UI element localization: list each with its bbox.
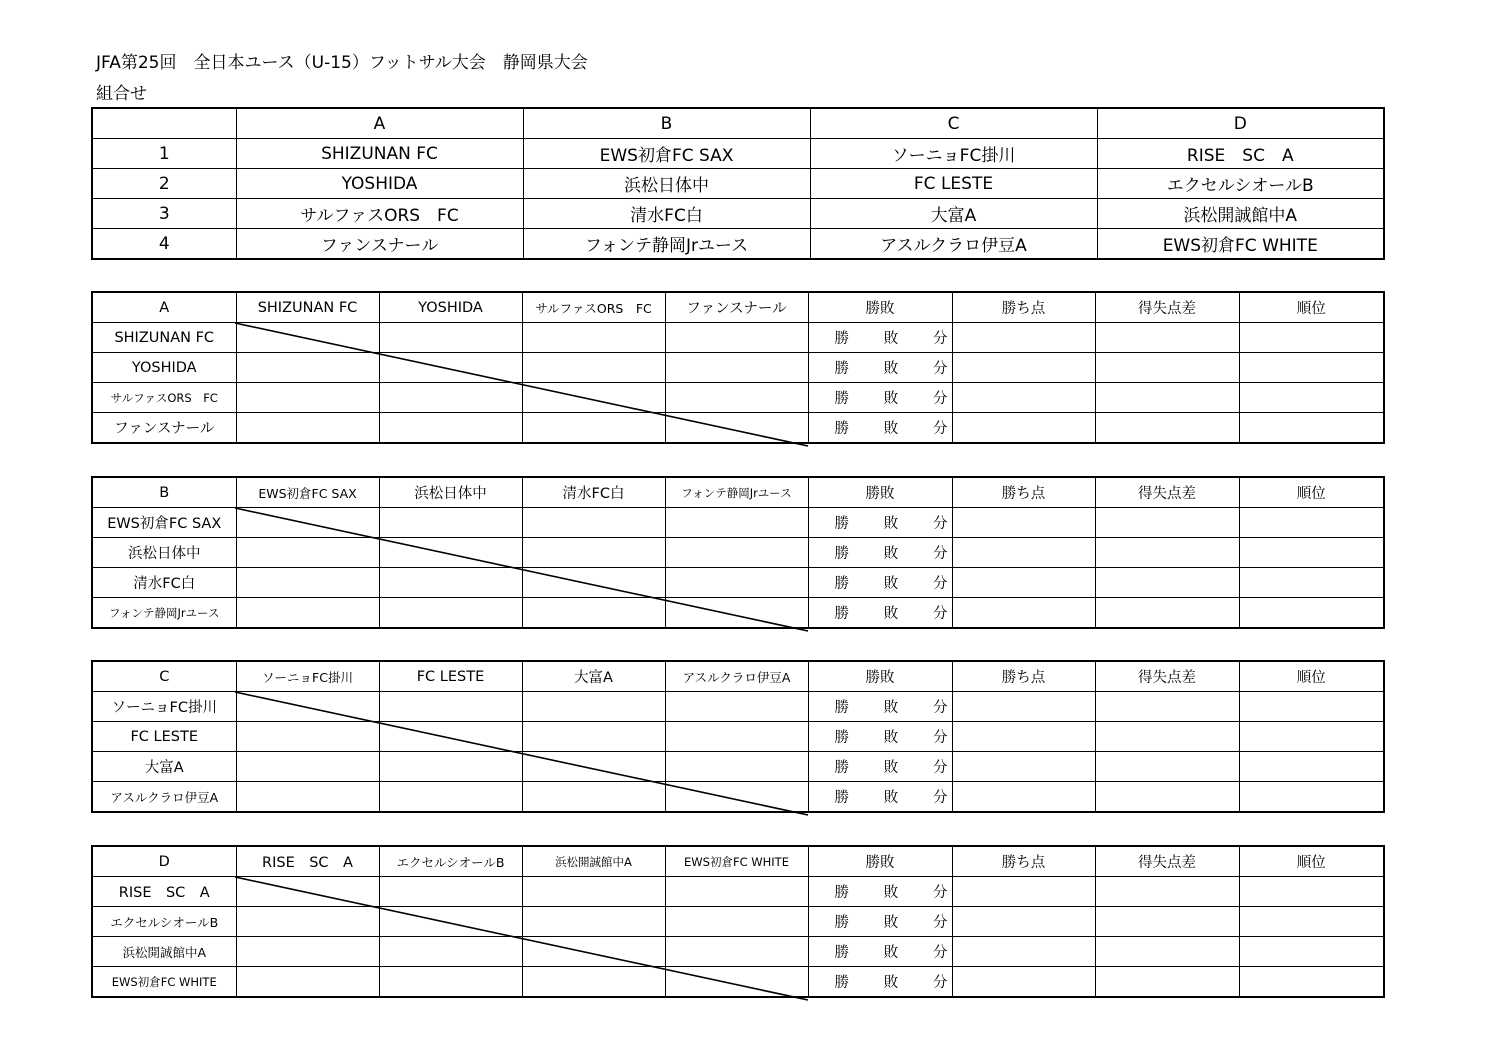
match-result-cell [665,907,808,937]
loss-label: 敗 [883,730,899,746]
match-result-cell [236,752,379,782]
record-cell [808,508,952,538]
draw-label: 分 [933,516,948,532]
opponent-header: ソーニョFC掛川 [236,661,379,692]
team-name-cell: EWS初倉FC SAX [92,508,236,538]
draw-label: 分 [933,945,948,961]
match-result-cell [236,937,379,967]
self-match-cell [379,722,522,752]
points-cell [952,692,1095,722]
points-cell [952,722,1095,752]
points-cell [952,353,1095,383]
goal-diff-cell [1095,907,1239,937]
rank-cell [1239,323,1384,353]
self-match-cell [522,937,665,967]
win-label: 勝 [834,576,849,592]
group-team-row [92,752,1384,782]
self-match-cell [379,538,522,568]
record-cell [808,692,952,722]
match-result-cell [379,937,522,967]
opponent-header: FC LESTE [379,661,522,692]
match-result-cell [665,353,808,383]
rank-cell [1239,353,1384,383]
match-result-cell [379,967,522,998]
group-team-row [92,413,1384,444]
win-label: 勝 [834,331,849,347]
points-cell [952,323,1095,353]
points-cell [952,907,1095,937]
match-result-cell [236,598,379,629]
self-match-cell [665,782,808,813]
team-name-cell: アスルクラロ伊豆A [92,782,236,813]
group-league-table [91,476,1385,629]
group-team-row [92,598,1384,629]
rank-cell [1239,752,1384,782]
match-result-cell [522,508,665,538]
match-result-cell [236,907,379,937]
group-team-row [92,937,1384,967]
win-label: 勝 [834,361,849,377]
match-result-cell [522,782,665,813]
points-cell [952,508,1095,538]
overview-group-header: C [810,108,1097,139]
rank-header: 順位 [1239,846,1384,877]
team-name-cell: 大富A [92,752,236,782]
goal-diff-cell [1095,383,1239,413]
self-match-cell [522,568,665,598]
record-cell [808,937,952,967]
opponent-header: 大富A [522,661,665,692]
rank-cell [1239,692,1384,722]
group-team-row [92,967,1384,998]
win-label: 勝 [834,975,849,991]
match-result-cell [522,692,665,722]
opponent-header: EWS初倉FC SAX [236,477,379,508]
goal-diff-cell [1095,353,1239,383]
goal-diff-header: 得失点差 [1095,477,1239,508]
draw-label: 分 [933,790,948,806]
match-result-cell [665,383,808,413]
opponent-header: ファンスナール [665,292,808,323]
match-result-cell [379,508,522,538]
draw-overview-table [91,107,1385,260]
match-result-cell [522,353,665,383]
rank-cell [1239,538,1384,568]
group-team-row [92,692,1384,722]
overview-team-cell: YOSHIDA [236,169,523,199]
win-label: 勝 [834,790,849,806]
loss-label: 敗 [883,945,899,961]
overview-team-cell: 浜松日体中 [523,169,810,199]
record-cell [808,967,952,998]
self-match-cell [236,508,379,538]
match-result-cell [236,383,379,413]
rank-cell [1239,598,1384,629]
group-league-table [91,660,1385,813]
match-result-cell [665,538,808,568]
goal-diff-cell [1095,568,1239,598]
overview-team-cell: 大富A [810,199,1097,229]
overview-seed-number: 2 [92,169,236,199]
points-cell [952,967,1095,998]
overview-row [92,169,1384,199]
rank-header: 順位 [1239,292,1384,323]
self-match-cell [665,967,808,998]
match-result-cell [522,907,665,937]
points-cell [952,877,1095,907]
overview-team-cell: EWS初倉FC WHITE [1097,229,1384,260]
loss-label: 敗 [883,790,899,806]
points-cell [952,937,1095,967]
overview-team-cell: フォンテ静岡Jrユース [523,229,810,260]
match-result-cell [379,383,522,413]
group-team-row [92,782,1384,813]
loss-label: 敗 [883,760,899,776]
loss-label: 敗 [883,421,899,437]
self-match-cell [665,413,808,444]
loss-label: 敗 [883,915,899,931]
loss-label: 敗 [883,516,899,532]
draw-label: 分 [933,576,948,592]
match-result-cell [236,353,379,383]
points-header: 勝ち点 [952,661,1095,692]
opponent-header: YOSHIDA [379,292,522,323]
document-subtitle: 組合せ [96,84,147,104]
win-label: 勝 [834,516,849,532]
draw-label: 分 [933,331,948,347]
group-league-table [91,291,1385,444]
win-label: 勝 [834,421,849,437]
record-cell [808,383,952,413]
match-result-cell [379,598,522,629]
overview-team-cell: アスルクラロ伊豆A [810,229,1097,260]
loss-label: 敗 [883,331,899,347]
goal-diff-cell [1095,722,1239,752]
rank-cell [1239,383,1384,413]
opponent-header: EWS初倉FC WHITE [665,846,808,877]
match-result-cell [379,752,522,782]
points-cell [952,598,1095,629]
overview-row [92,139,1384,169]
loss-label: 敗 [883,576,899,592]
match-result-cell [522,967,665,998]
match-result-cell [236,722,379,752]
self-match-cell [236,323,379,353]
group-team-row [92,877,1384,907]
match-result-cell [236,538,379,568]
draw-label: 分 [933,760,948,776]
record-header: 勝敗 [808,846,952,877]
draw-label: 分 [933,885,948,901]
group-team-row [92,907,1384,937]
draw-label: 分 [933,915,948,931]
record-cell [808,907,952,937]
loss-label: 敗 [883,606,899,622]
opponent-header: 浜松日体中 [379,477,522,508]
match-result-cell [522,598,665,629]
opponent-header: 浜松開誠館中A [522,846,665,877]
goal-diff-cell [1095,692,1239,722]
loss-label: 敗 [883,391,899,407]
match-result-cell [665,692,808,722]
self-match-cell [236,877,379,907]
group-team-row [92,722,1384,752]
team-name-cell: YOSHIDA [92,353,236,383]
group-name: D [92,846,236,877]
rank-cell [1239,413,1384,444]
overview-team-cell: FC LESTE [810,169,1097,199]
draw-label: 分 [933,730,948,746]
overview-team-cell: RISE SC A [1097,139,1384,169]
win-label: 勝 [834,885,849,901]
match-result-cell [665,937,808,967]
loss-label: 敗 [883,361,899,377]
match-result-cell [665,752,808,782]
goal-diff-cell [1095,877,1239,907]
record-cell [808,752,952,782]
match-result-cell [236,568,379,598]
points-cell [952,752,1095,782]
group-name: C [92,661,236,692]
draw-label: 分 [933,700,948,716]
points-header: 勝ち点 [952,846,1095,877]
rank-header: 順位 [1239,477,1384,508]
goal-diff-cell [1095,967,1239,998]
win-label: 勝 [834,730,849,746]
team-name-cell: 浜松開誠館中A [92,937,236,967]
match-result-cell [379,782,522,813]
record-cell [808,877,952,907]
record-cell [808,413,952,444]
goal-diff-cell [1095,323,1239,353]
draw-label: 分 [933,546,948,562]
overview-team-cell: エクセルシオールB [1097,169,1384,199]
group-header-row [92,846,1384,877]
match-result-cell [379,413,522,444]
goal-diff-cell [1095,752,1239,782]
group-team-row [92,323,1384,353]
match-result-cell [665,323,808,353]
overview-header-row [92,108,1384,139]
team-name-cell: サルファスORS FC [92,383,236,413]
group-name: B [92,477,236,508]
loss-label: 敗 [883,885,899,901]
team-name-cell: RISE SC A [92,877,236,907]
group-league-table [91,845,1385,998]
match-result-cell [665,722,808,752]
self-match-cell [379,353,522,383]
record-header: 勝敗 [808,477,952,508]
document-title: JFA第25回 全日本ユース（U-15）フットサル大会 静岡県大会 [96,53,588,73]
group-name: A [92,292,236,323]
match-result-cell [379,323,522,353]
self-match-cell [522,752,665,782]
opponent-header: アスルクラロ伊豆A [665,661,808,692]
points-cell [952,383,1095,413]
match-result-cell [522,413,665,444]
overview-group-header: B [523,108,810,139]
overview-team-cell: SHIZUNAN FC [236,139,523,169]
match-result-cell [522,877,665,907]
goal-diff-cell [1095,937,1239,967]
opponent-header: サルファスORS FC [522,292,665,323]
group-header-row [92,661,1384,692]
win-label: 勝 [834,915,849,931]
team-name-cell: 浜松日体中 [92,538,236,568]
team-name-cell: FC LESTE [92,722,236,752]
goal-diff-cell [1095,538,1239,568]
overview-seed-number: 1 [92,139,236,169]
points-cell [952,568,1095,598]
overview-team-cell: ファンスナール [236,229,523,260]
opponent-header: SHIZUNAN FC [236,292,379,323]
match-result-cell [665,568,808,598]
opponent-header: フォンテ静岡Jrユース [665,477,808,508]
opponent-header: RISE SC A [236,846,379,877]
overview-seed-number: 4 [92,229,236,260]
group-team-row [92,383,1384,413]
loss-label: 敗 [883,975,899,991]
draw-label: 分 [933,361,948,377]
goal-diff-header: 得失点差 [1095,661,1239,692]
overview-team-cell: ソーニョFC掛川 [810,139,1097,169]
goal-diff-cell [1095,782,1239,813]
team-name-cell: ソーニョFC掛川 [92,692,236,722]
rank-cell [1239,937,1384,967]
rank-cell [1239,907,1384,937]
win-label: 勝 [834,700,849,716]
opponent-header: エクセルシオールB [379,846,522,877]
team-name-cell: EWS初倉FC WHITE [92,967,236,998]
match-result-cell [665,508,808,538]
goal-diff-cell [1095,413,1239,444]
match-result-cell [522,323,665,353]
self-match-cell [665,598,808,629]
overview-group-header: A [236,108,523,139]
rank-cell [1239,877,1384,907]
points-cell [952,538,1095,568]
record-cell [808,782,952,813]
team-name-cell: SHIZUNAN FC [92,323,236,353]
match-result-cell [379,568,522,598]
overview-team-cell: 清水FC白 [523,199,810,229]
overview-row [92,229,1384,260]
overview-team-cell: EWS初倉FC SAX [523,139,810,169]
match-result-cell [236,782,379,813]
draw-label: 分 [933,975,948,991]
points-header: 勝ち点 [952,477,1095,508]
points-header: 勝ち点 [952,292,1095,323]
group-team-row [92,508,1384,538]
win-label: 勝 [834,760,849,776]
rank-cell [1239,568,1384,598]
points-cell [952,413,1095,444]
draw-label: 分 [933,391,948,407]
draw-label: 分 [933,421,948,437]
match-result-cell [665,877,808,907]
overview-corner-cell [92,108,236,139]
rank-header: 順位 [1239,661,1384,692]
record-header: 勝敗 [808,661,952,692]
win-label: 勝 [834,391,849,407]
team-name-cell: 清水FC白 [92,568,236,598]
match-result-cell [379,877,522,907]
self-match-cell [236,692,379,722]
record-cell [808,598,952,629]
group-header-row [92,292,1384,323]
match-result-cell [379,692,522,722]
win-label: 勝 [834,546,849,562]
overview-seed-number: 3 [92,199,236,229]
loss-label: 敗 [883,700,899,716]
record-cell [808,722,952,752]
rank-cell [1239,722,1384,752]
record-cell [808,323,952,353]
record-cell [808,353,952,383]
draw-label: 分 [933,606,948,622]
opponent-header: 清水FC白 [522,477,665,508]
match-result-cell [522,538,665,568]
goal-diff-header: 得失点差 [1095,846,1239,877]
match-result-cell [236,967,379,998]
goal-diff-cell [1095,508,1239,538]
self-match-cell [379,907,522,937]
match-result-cell [522,722,665,752]
points-cell [952,782,1095,813]
win-label: 勝 [834,945,849,961]
overview-team-cell: サルファスORS FC [236,199,523,229]
group-header-row [92,477,1384,508]
record-cell [808,568,952,598]
group-team-row [92,353,1384,383]
self-match-cell [522,383,665,413]
goal-diff-cell [1095,598,1239,629]
rank-cell [1239,967,1384,998]
group-team-row [92,538,1384,568]
win-label: 勝 [834,606,849,622]
goal-diff-header: 得失点差 [1095,292,1239,323]
overview-group-header: D [1097,108,1384,139]
team-name-cell: エクセルシオールB [92,907,236,937]
record-header: 勝敗 [808,292,952,323]
match-result-cell [236,413,379,444]
loss-label: 敗 [883,546,899,562]
record-cell [808,538,952,568]
group-team-row [92,568,1384,598]
rank-cell [1239,782,1384,813]
rank-cell [1239,508,1384,538]
overview-row [92,199,1384,229]
overview-team-cell: 浜松開誠館中A [1097,199,1384,229]
team-name-cell: ファンスナール [92,413,236,444]
team-name-cell: フォンテ静岡Jrユース [92,598,236,629]
